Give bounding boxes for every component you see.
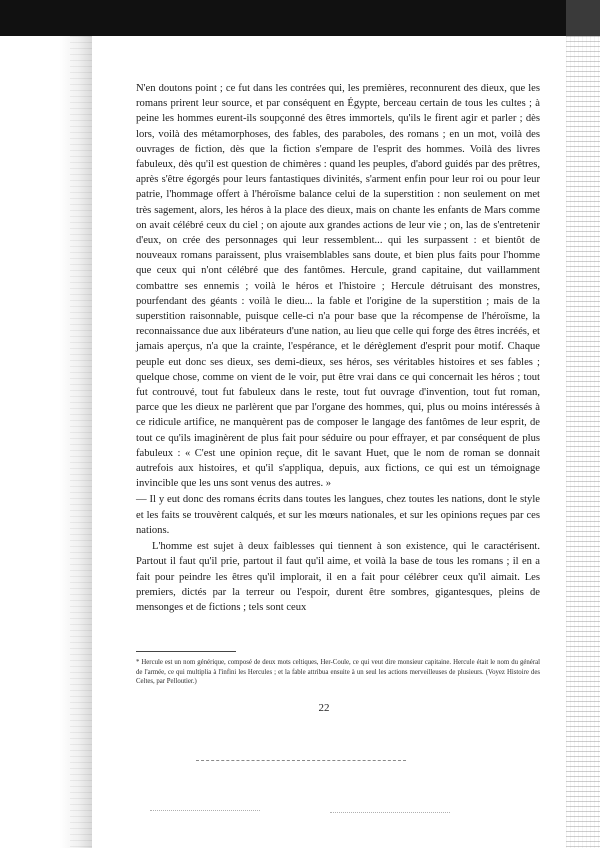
scan-bottom-artifact-right <box>330 812 450 814</box>
paragraph-origins: N'en doutons point ; ce fut dans les contrées qui, les premières, reconnurent des dieux, que les romans prirent leur source, et par conséquent en Égypte, berceau certain de tous les cultes ; à peine les hommes eurent-ils soupçonné des êtres immortels, qu'ils le firent agir et parler ; dès lors, voilà des métamorphoses, des fables, des paraboles, des romans ; en un mot, voilà des ouvrages de fiction, dès que la fiction s'empare de l'esprit des hommes. Voilà des livres fabuleux, dès qu'il est question de chimères : quand les peuples, d'abord guidés par des prêtres, après s'être égorgés pour leurs fantastiques divinités, s'arment enfin pour leur roi ou pour leur patrie, l'hommage offert à l'héroïsme balance celui de la superstition : non seulement on met très sagement, alors, les héros à la place des dieux, mais on chante les enfants de Mars comme on avait célébré ceux du ciel ; on ajoute aux grandes actions de leur vie ; on, las de s'entretenir d'eux, on crée des personnages qui leur ressemblent... qui les surpassent : et bientôt de nouveaux romans paraissent, plus vraisemblables sans doute, et bien plus faits pour l'homme que ceux qui n'ont célébré que des fantômes. Hercule, grand capitaine, dut vaillamment combattre ses ennemis ; voilà le héros et l'histoire ; Hercule détruisant des monstres, pourfendant des géants : voilà le dieu... la fable et l'origine de la superstition ; mais de la superstition raisonnable, puisque celle-ci n'a pour base que la récompense de l'héroïsme, la reconnaissance due aux libérateurs d'une nation, au lieu que celle qui forge des êtres incréés, et jamais aperçus, n'a que la crainte, l'espérance, et le dérèglement d'esprit pour motif. Chaque peuple eut donc ses dieux, ses demi-dieux, ses héros, ses véritables histoires et ses fables ; quelque chose, comme on vient de le voir, put être vrai dans ce qui concernait les héros ; tout fut controuvé, tout fut fabuleux dans le reste, tout fut ouvrage d'invention, tout fut roman, parce que les dieux ne parlèrent que par l'organe des hommes, qui, plus ou moins intéressés à ce ridicule artifice, ne manquèrent pas de composer le langage des fantômes de leur esprit, de tout ce qu'ils imaginèrent de plus fait pour séduire ou pour effrayer, et par conséquent de plus fabuleux : « C'est une opinion reçue, dit le savant Huet, que le nom de roman se donnait autrefois aux histoires, et qu'il s'appliqua, depuis, aux fictions, ce qui est un témoignage invincible que les uns sont venus des autres. » <box>136 83 540 490</box>
footnote-rule <box>136 651 236 652</box>
scan-top-right-shadow <box>566 0 600 36</box>
footnote-text: * Hercule est un nom générique, composé de deux mots celtiques, Her-Coule, ce qui veut dire monsieur capitaine. Hercule était le nom du général de l'armée, ce qui multiplia à l'infini les Hercules ; et la fable attribua ensuite à un seul les actions merveilleuses de plusieurs. (Voyez Histoire des Celtes, par Pelloutier.) <box>136 659 540 686</box>
paragraph-weaknesses: L'homme est sujet à deux faiblesses qui tiennent à son existence, qui le caractérisent. Partout il faut qu'il prie, partout il faut qu'il aime, et voilà la base de tous les romans ; il en a fait pour peindre les êtres qu'il implorait, il en a fait pour célébrer ceux qu'il aimait. Les premiers, dictés par la terreur ou l'espoir, durent être sombres, gigantesques, pleins de mensonges et de fictions ; tels sont ceux <box>136 541 540 613</box>
scan-right-edge-noise <box>566 36 600 848</box>
scan-top-shadow <box>0 0 600 36</box>
scan-bottom-artifact-left <box>150 810 260 812</box>
document-page <box>92 36 566 848</box>
paragraph-nations: — Il y eut donc des romans écrits dans toutes les langues, chez toutes les nations, dont le style et les faits se trouvèrent calqués, et sur les mœurs nationales, et sur les opinions reçues par ces nations. <box>136 494 540 536</box>
scan-bottom-artifact <box>196 760 406 762</box>
page-number: 22 <box>318 702 330 714</box>
footnote <box>136 658 540 687</box>
page-body <box>136 81 540 615</box>
scan-left-gutter-noise <box>70 36 94 848</box>
